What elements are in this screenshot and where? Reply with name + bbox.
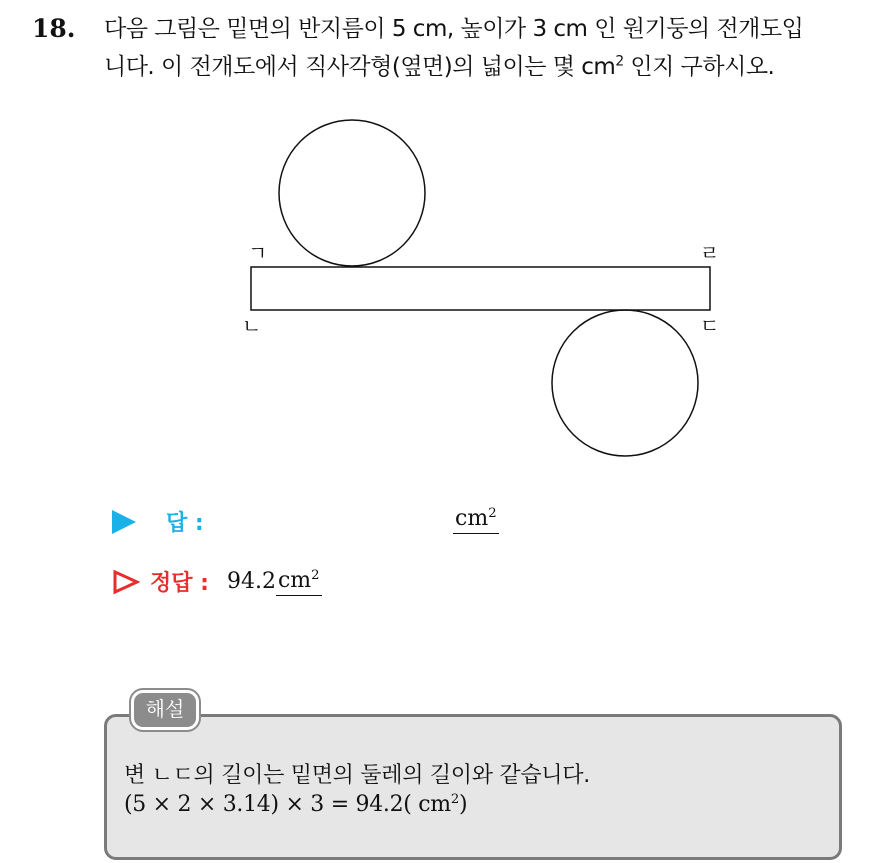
vertex-label-bottom-left: ㄴ xyxy=(242,314,262,338)
play-arrow-icon xyxy=(112,510,136,534)
explanation-unit-superscript: 2 xyxy=(450,792,459,808)
answer-unit: cm xyxy=(455,506,489,531)
question-text-line1: 다음 그림은 밑면의 반지름이 5 cm, 높이가 3 cm 인 원기둥의 전개도입 xyxy=(104,16,804,42)
correct-answer-unit-wrap xyxy=(276,568,322,596)
vertex-label-top-left: ㄱ xyxy=(248,241,268,265)
explanation-formula-end: ) xyxy=(458,792,468,817)
vertex-label-bottom-right: ㄷ xyxy=(700,314,720,338)
answer-unit-superscript: 2 xyxy=(488,506,497,522)
explanation-line2 xyxy=(124,792,467,817)
correct-answer-unit: cm xyxy=(277,567,312,593)
vertex-label-top-right: ㄹ xyxy=(700,241,720,265)
question-unit-superscript: 2 xyxy=(615,53,624,70)
answer-blank[interactable] xyxy=(453,506,499,534)
question-number: 18. xyxy=(32,14,76,43)
answer-row xyxy=(112,506,204,537)
bottom-base-circle xyxy=(552,310,698,456)
explanation-tag: 해설 xyxy=(131,690,199,730)
correct-answer-row xyxy=(112,566,322,597)
correct-answer-label: 정답 : xyxy=(150,571,209,596)
outline-arrow-icon xyxy=(112,569,140,595)
side-rectangle xyxy=(251,267,710,310)
explanation-formula: (5 × 2 × 3.14) × 3 = 94.2( cm xyxy=(124,792,451,817)
question-text-line2-main: 니다. 이 전개도에서 직사각형(옆면)의 넓이는 몇 cm xyxy=(104,54,616,80)
answer-label: 답 : xyxy=(166,511,204,536)
correct-answer-value: 94.2 xyxy=(226,568,276,594)
question-text-line2-end: 인지 구하시오. xyxy=(623,54,775,80)
explanation-line1: 변 ㄴㄷ의 길이는 밑면의 둘레의 길이와 같습니다. xyxy=(124,763,590,788)
correct-answer-unit-superscript: 2 xyxy=(311,567,320,583)
top-base-circle xyxy=(279,120,425,266)
